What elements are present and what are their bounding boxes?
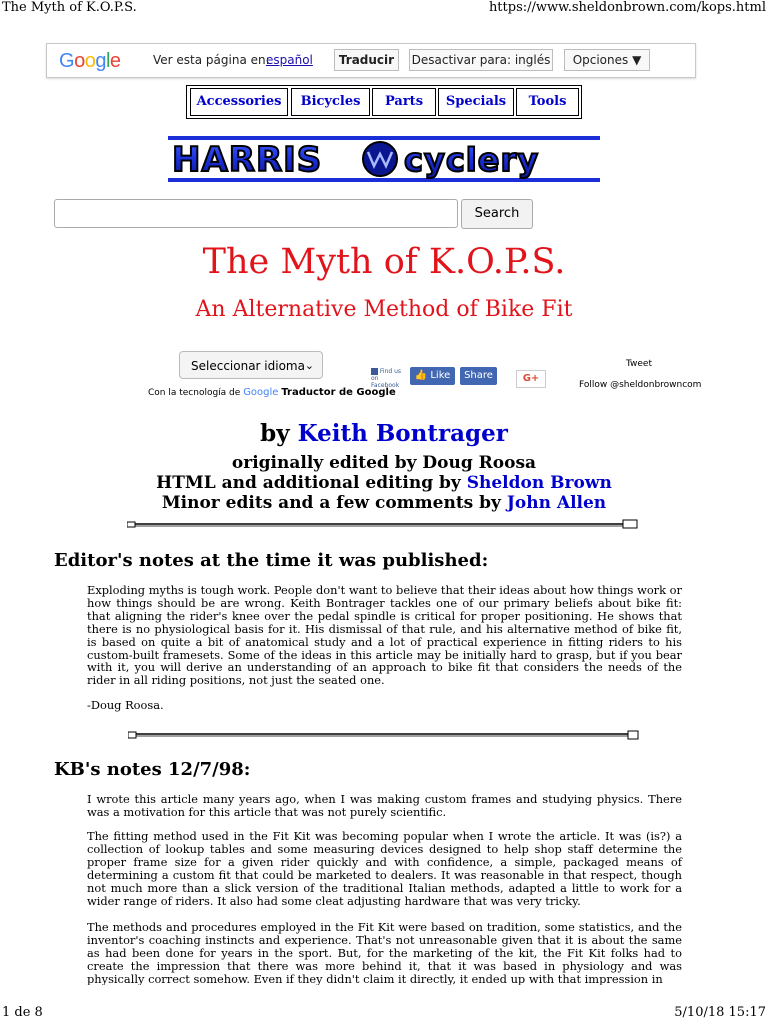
print-header-title: The Myth of K.O.P.S. <box>2 0 137 15</box>
logo-emblem-icon <box>363 142 397 176</box>
author-link[interactable]: Keith Bontrager <box>297 420 508 447</box>
credits <box>0 453 768 513</box>
print-footer-page: 1 de 8 <box>2 1005 43 1020</box>
kb-notes-paragraph: The methods and procedures employed in the Fit Kit were based on tradition, some statistics, and the inventor's coaching instincts and experience. That's not unreasonable given that it is about the same as had been done for years in the sport. But, for the marketing of the kit, the Fit Kit folks had to create the impression that there was more behind it, that it was based in physiology and was physically correct somehow. Even if they didn't claim it directly, it ended up with that impression in <box>87 921 682 985</box>
powered-by-google <box>148 387 396 398</box>
nav-item-bicycles[interactable]: Bicycles <box>291 88 370 116</box>
translate-button[interactable]: Traducir <box>334 49 399 71</box>
byline <box>0 420 768 447</box>
editor-notes-paragraph: Exploding myths is tough work. People don't want to believe that their ideas about how things work or how things should be are wrong. Keith Bontrager tackles one of our primary beliefs about bike fit: that aligning the rider's knee over the pedal spindle is critical for proper positioning. He shows that there is no physiological basis for it. His dismissal of that rule, and his alternative method of bike fit, is based on quite a bit of anatomical study and a lot of practical experience in fitting riders to his custom-built framesets. Some of the ideas in this article may be initially hard to grasp, but if you bear with it, you will derive an understanding of an approach to bike fit that considers the needs of the rider in all riding positions, not just the seated one. <box>87 583 682 688</box>
credits-line2-prefix: HTML and additional editing by <box>156 473 461 493</box>
translate-bar-label: Ver esta página en: <box>153 53 270 67</box>
chevron-down-icon: ⌄ <box>304 359 314 372</box>
kb-notes-paragraph: The fitting method used in the Fit Kit was becoming popular when I wrote the article. It was (is?) a collection of lookup tables and some measuring devices designed to help shop staff determine the proper frame size for a given rider quickly and with confidence, a simple, packaged means of determining a custom fit that could be marketed to dealers. It was reasonable in that respect, though not much more than a slick version of the traditional Italian methods, adapted a little to work for a wider range of riders. It also had some cleat adjusting hardware that was very tricky. <box>87 829 682 908</box>
language-select-label: Seleccionar idioma <box>191 359 305 373</box>
top-nav <box>186 85 582 119</box>
editor-notes-heading: Editor's notes at the time it was published: <box>54 550 489 571</box>
powered-prefix: Con la tecnología de <box>148 388 241 398</box>
page-title: The Myth of K.O.P.S. <box>202 242 566 282</box>
thumbs-up-icon: 👍 <box>414 370 428 381</box>
language-select[interactable] <box>179 351 323 379</box>
options-button[interactable]: Opciones ▼ <box>564 49 650 71</box>
credits-line1: originally edited by Doug Roosa <box>231 453 537 473</box>
credits-line3 <box>0 493 768 513</box>
sheldon-brown-link[interactable]: Sheldon Brown <box>466 473 612 493</box>
facebook-share-button[interactable]: Share <box>460 367 497 385</box>
nav-item-specials[interactable]: Specials <box>438 88 514 116</box>
byline-by: by <box>260 420 290 447</box>
powered-suffix: Traductor de Google <box>281 387 396 398</box>
disable-translate-button[interactable]: Desactivar para: inglés <box>409 49 553 71</box>
harris-cyclery-logo[interactable] <box>168 134 600 184</box>
tweet-button[interactable]: Tweet <box>626 359 652 369</box>
search-input[interactable] <box>54 199 458 228</box>
credits-line2 <box>0 473 768 493</box>
twitter-follow-button[interactable]: Follow @sheldonbrowncom <box>579 380 702 390</box>
facebook-like-button[interactable] <box>410 367 455 385</box>
facebook-find-us[interactable] <box>371 368 405 389</box>
nav-item-parts[interactable]: Parts <box>372 88 436 116</box>
language-link[interactable]: español <box>266 53 313 67</box>
logo-cyclery-text: cyclery <box>404 141 540 179</box>
nav-item-accessories[interactable]: Accessories <box>190 88 288 116</box>
editor-notes-signature: -Doug Roosa. <box>87 698 164 712</box>
john-allen-link[interactable]: John Allen <box>506 493 607 513</box>
like-label: Like <box>430 370 451 381</box>
spoke-divider <box>127 519 639 529</box>
spoke-divider <box>128 730 640 740</box>
print-footer-datetime: 5/10/18 15:17 <box>674 1005 766 1020</box>
google-logo: Google <box>59 50 121 72</box>
page-subtitle: An Alternative Method of Bike Fit <box>195 297 573 322</box>
logo-harris-text: HARRIS <box>172 140 323 180</box>
kb-notes-heading: KB's notes 12/7/98: <box>54 759 251 780</box>
google-plus-button[interactable]: G+ <box>516 370 546 388</box>
print-header-url: https://www.sheldonbrown.com/kops.html <box>488 0 766 15</box>
nav-item-tools[interactable]: Tools <box>516 88 579 116</box>
facebook-find-us-text: Find us on Facebook <box>371 368 402 389</box>
google-mini-logo: Google <box>243 387 279 398</box>
translate-bar <box>46 43 696 78</box>
kb-notes-paragraph: I wrote this article many years ago, when I was making custom frames and studying physics. There was a motivation for this article that was not purely scientific. <box>87 792 682 819</box>
facebook-icon <box>371 368 378 375</box>
credits-line3-prefix: Minor edits and a few comments by <box>161 493 501 513</box>
search-button[interactable]: Search <box>461 199 533 229</box>
